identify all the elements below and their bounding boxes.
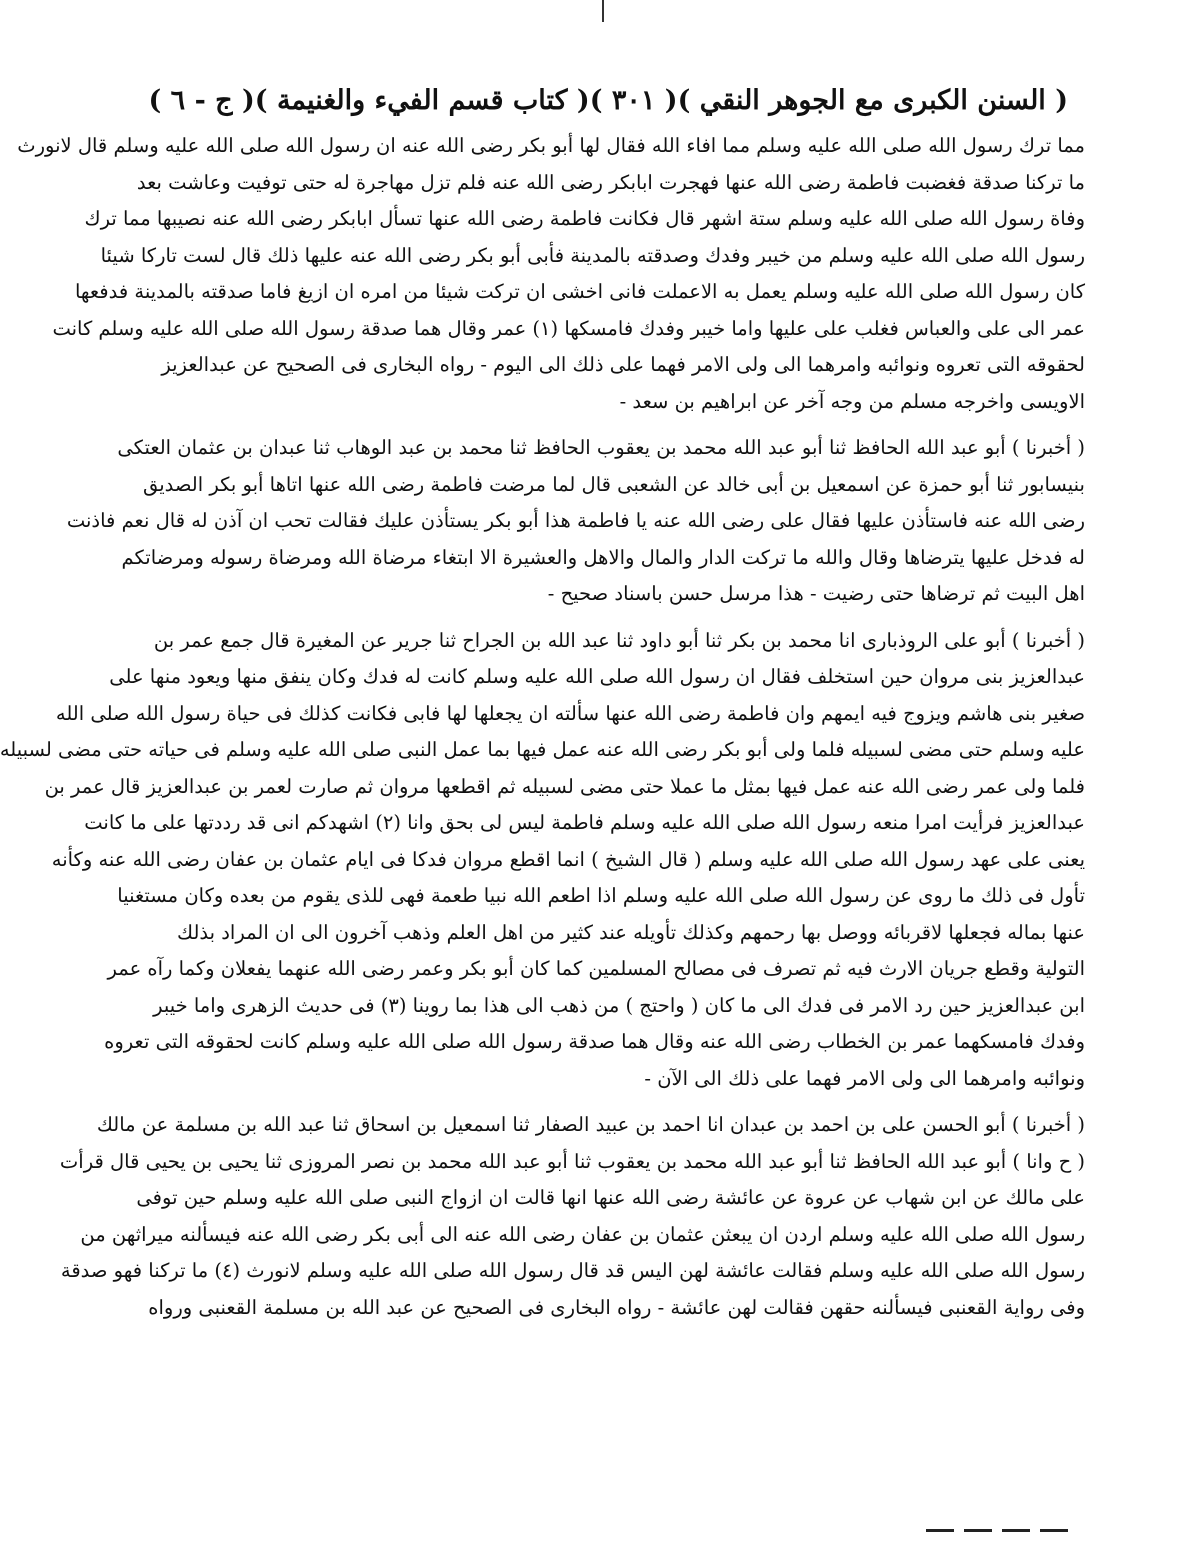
text-line: رسول الله صلى الله عليه وسلم فقالت عائشة لهن اليس قد قال رسول الله صلى الله عليه وسلم لانورث (٤) ما تركنا فهو صدقة <box>60 1259 1085 1282</box>
text-line: فلما ولى عمر رضى الله عنه عمل فيها بمثل ما عملا حتى مضى لسبيله ثم اقطعها مروان ثم صارت لعمر بن عبدالعزيز قال عمر بن <box>44 774 1085 798</box>
text-line: رسول الله صلى الله عليه وسلم من خيبر وفدك وصدقته بالمدينة فأبى أبو بكر رضى الله عنه عليها ذلك قال لست تاركا شيئا <box>100 243 1085 267</box>
page-number: ( ٣٠١ ) <box>589 84 678 116</box>
text-line: رسول الله صلى الله عليه وسلم اردن ان يبعثن عثمان بن عفان رضى الله عنه الى أبى بكر رضى الله عنه فيسألنه ميراثهن من <box>80 1222 1085 1246</box>
text-line: التولية وقطع جريان الارث فيه ثم تصرف فى مصالح المسلمين كما كان أبو بكر وعمر رضى الله عنهما يفعلان وكما رآه عمر <box>107 957 1085 980</box>
page-body <box>0 128 1085 1541</box>
text-line: بنيسابور ثنا أبو حمزة عن اسمعيل بن أبى خالد عن الشعبى قال لما مرضت فاطمة رضى الله عنها اتاها أبو بكر الصديق <box>142 472 1085 496</box>
text-line: وفى رواية القعنبى فيسألنه حقهن فقالت لهن عائشة - رواه البخارى فى الصحيح عن عبد الله بن مسلمة القعنبى ورواه <box>148 1295 1085 1319</box>
text-line: عليه وسلم حتى مضى لسبيله فلما ولى أبو بكر رضى الله عنه عمل فيها بما عمل النبى صلى الله عليه وسلم فى حياته حتى مضى لسبيله <box>0 738 1085 761</box>
paragraph-3 <box>0 623 1085 1098</box>
text-line: على مالك عن ابن شهاب عن عروة عن عائشة رضى الله عنها انها قالت ان ازواج النبى صلى الله عليه وسلم حين توفى <box>136 1186 1085 1209</box>
book-title: ( السنن الكبرى مع الجوهر النقي ) <box>677 84 1068 116</box>
text-line: رضى الله عنه فاستأذن عليها فقال على رضى الله عنه يا فاطمة هذا أبو بكر يستأذن عليك فقالت تحب ان آذن له قال نعم فاذنت <box>66 509 1085 532</box>
text-line: لحقوقه التى تعروه ونوائبه وامرهما الى ولى الامر فهما على ذلك الى اليوم - رواه البخارى فى الصحيح عن عبدالعزيز <box>161 353 1085 376</box>
text-line: عنها بماله فجعلها لاقربائه ووصل بها رحمهم وكذلك تأويله عند كثير من اهل العلم وذهب آخرون الى ان المراد بذلك <box>177 920 1085 944</box>
text-line: يعنى على عهد رسول الله صلى الله عليه وسلم ( قال الشيخ ) انما اقطع مروان فدكا فى ايام عثمان بن عفان رضى الله عنه وكأنه <box>51 847 1085 871</box>
text-line: كان رسول الله صلى الله عليه وسلم يعمل به الاعملت فانى اخشى ان تركت شيئا من امره ان ازيغ فاما صدقته بالمدينة فدفعها <box>74 280 1085 303</box>
text-line: عمر الى على والعباس فغلب على عليها واما خيبر وفدك فامسكها (١) عمر وقال هما صدقة رسول الله صلى الله عليه وسلم كانت <box>52 316 1085 340</box>
cut-off-next-line <box>878 1529 1068 1541</box>
paragraph-4 <box>59 1107 1085 1326</box>
text-line: تأول فى ذلك ما روى عن رسول الله صلى الله عليه وسلم اذا اطعم الله نبيا طعمة فهى للذى يقوم من بعده وكان مستغنيا <box>117 884 1085 907</box>
text-line: ( أخبرنا ) أبو على الروذبارى انا محمد بن بكر ثنا أبو داود ثنا عبد الله بن الجراح ثنا جرير عن المغيرة قال جمع عمر بن <box>153 628 1085 652</box>
text-line: له فدخل عليها يترضاها وقال والله ما تركت الدار والمال والاهل والعشيرة الا ابتغاء مرضاة الله ومرضاة رسوله ومرضاتكم <box>121 545 1085 569</box>
text-line: وفاة رسول الله صلى الله عليه وسلم ستة اشهر قال فكانت فاطمة رضى الله عنها تسأل ابابكر رضى الله عنه نصيبها مما ترك <box>84 207 1085 230</box>
text-line: اهل البيت ثم ترضاها حتى رضيت - هذا مرسل حسن باسناد صحيح - <box>547 582 1085 605</box>
text-line: ( أخبرنا ) أبو الحسن على بن احمد بن عبدان انا احمد بن عبيد الصفار ثنا اسمعيل بن اسحاق ثنا عبد الله بن مسلمة عن مالك <box>96 1113 1085 1136</box>
text-line: الاويسى واخرجه مسلم من وجه آخر عن ابراهيم بن سعد - <box>619 389 1085 413</box>
text-line: مما ترك رسول الله صلى الله عليه وسلم مما افاء الله فقال لها أبو بكر رضى الله عنه ان رسول الله صلى الله عليه وسلم قال لانورث <box>17 134 1085 157</box>
paragraph-2 <box>66 430 1085 613</box>
text-line: عبدالعزيز فرأيت امرا منعه رسول الله صلى الله عليه وسلم فاطمة ليس لى بحق وانا (٢) اشهدكم انى قد رددتها على ما كانت <box>84 811 1085 834</box>
scan-edge-mark <box>602 0 604 22</box>
text-line: ( أخبرنا ) أبو عبد الله الحافظ ثنا أبو عبد الله محمد بن يعقوب الحافظ ثنا محمد بن عبد الوهاب ثنا عبدان بن عثمان العتكى <box>117 436 1085 459</box>
text-line: وفدك فامسكهما عمر بن الخطاب رضى الله عنه وقال هما صدقة رسول الله صلى الله عليه وسلم كانت لحقوقه التى تعروه <box>104 1030 1085 1053</box>
text-line: ( ح وانا ) أبو عبد الله الحافظ ثنا أبو عبد الله محمد بن يعقوب ثنا أبو عبد الله محمد بن نصر المروزى ثنا يحيى بن يحيى قال قرأت <box>59 1149 1085 1173</box>
volume-label: ( ج - ٦ ) <box>148 84 255 116</box>
chapter-title: ( كتاب قسم الفيء والغنيمة ) <box>254 84 590 116</box>
text-line: ما تركنا صدقة فغضبت فاطمة رضى الله عنها فهجرت ابابكر رضى الله عنه فلم تزل مهاجرة له حتى توفيت وعاشت بعد <box>136 170 1085 194</box>
text-line: ونوائبه وامرهما الى ولى الامر فهما على ذلك الى الآن - <box>644 1066 1085 1090</box>
text-line: ابن عبدالعزيز حين رد الامر فى فدك الى ما كان ( واحتج ) من ذهب الى هذا بما روينا (٣) فى حديث الزهرى واما خيبر <box>153 993 1085 1017</box>
paragraph-1 <box>17 128 1085 420</box>
running-header <box>148 80 1068 120</box>
text-line: عبدالعزيز بنى مروان حين استخلف فقال ان رسول الله صلى الله عليه وسلم كانت له فدك وكان ينفق منها ويعود منها على <box>109 665 1085 688</box>
text-line: صغير بنى هاشم ويزوج فيه ايمهم وان فاطمة رضى الله عنها سألته ان يجعلها لها فابى فكانت كذلك فى حياة رسول الله صلى الله <box>55 701 1085 725</box>
